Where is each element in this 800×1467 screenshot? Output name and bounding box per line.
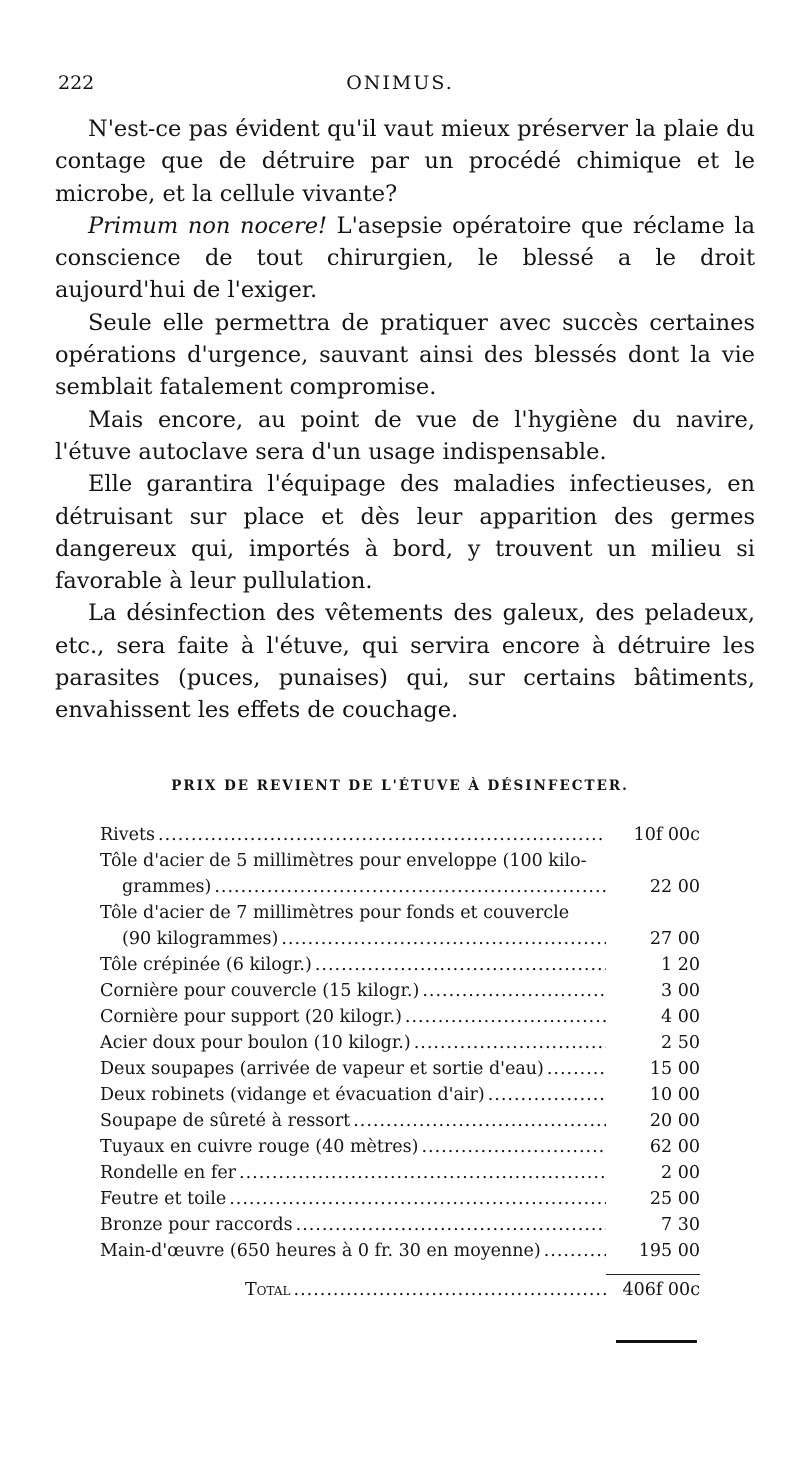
paragraph: La désinfection des vêtements des galeux, des peladeux, etc., sera faite à l'étuve, qui servira encore à détruire les parasites (puces, punaises) qui, sur certains bâtiments, envahissent les effets de couchage.	[55, 600, 755, 724]
ledger-amount: 62 00	[649, 1137, 700, 1157]
ledger-amount: 27 00	[649, 929, 700, 949]
ledger-amount: 15 00	[649, 1059, 700, 1079]
ledger-row-continued: (90 kilogrammes) ..... 27 00	[100, 926, 700, 952]
ledger-row: Rondelle en fer ..... 2 00	[100, 1160, 700, 1186]
body-text	[55, 113, 755, 727]
ledger-amount: 7 30	[661, 1215, 700, 1235]
ledger-row: Cornière pour support (20 kilogr.) ..... 4 00	[100, 1004, 700, 1030]
ledger-row: Main-d'œuvre (650 heures à 0 fr. 30 en moyenne) ..... 195 00	[100, 1238, 700, 1264]
ledger-amount: 10f 00c	[633, 825, 700, 845]
page-header	[58, 72, 742, 102]
latin-phrase: Primum non nocere!	[88, 212, 328, 239]
ledger-amount: 20 00	[649, 1111, 700, 1131]
ledger-row: Tôle d'acier de 7 millimètres pour fonds et couvercle	[100, 900, 700, 926]
paragraph: N'est-ce pas évident qu'il vaut mieux préserver la plaie du contage que de détruire par un procédé chimique et le microbe, et la cellule vivante?	[55, 116, 755, 207]
ledger-row: Cornière pour couvercle (15 kilogr.) ..... 3 00	[100, 978, 700, 1004]
ledger-amount: 195 00	[638, 1241, 700, 1261]
ledger-row-continued: grammes) ..... 22 00	[100, 874, 700, 900]
total-amount: 406f 00c	[606, 1274, 700, 1303]
ledger-row: Bronze pour raccords ..... 7 30	[100, 1212, 700, 1238]
total-underline	[616, 1340, 697, 1343]
cost-ledger	[100, 822, 700, 1303]
ledger-row: Tôle crépinée (6 kilogr.) ..... 1 20	[100, 952, 700, 978]
ledger-total-row	[100, 1274, 700, 1303]
running-head: ONIMUS.	[346, 72, 454, 94]
ledger-amount: 25 00	[649, 1189, 700, 1209]
ledger-amount: 2 50	[661, 1033, 700, 1053]
ledger-amount: 2 00	[661, 1163, 700, 1183]
ledger-amount: 4 00	[661, 1007, 700, 1027]
ledger-amount: 10 00	[649, 1085, 700, 1105]
ledger-row: Deux robinets (vidange et évacuation d'air) ..... 10 00	[100, 1082, 700, 1108]
ledger-row: Soupape de sûreté à ressort ..... 20 00	[100, 1108, 700, 1134]
ledger-row: Rivets ..... 10f 00c	[100, 822, 700, 848]
ledger-row: Feutre et toile ..... 25 00	[100, 1186, 700, 1212]
paragraph: Elle garantira l'équipage des maladies infectieuses, en détruisant sur place et dès leur apparition des germes dangereux qui, importés à bord, y trouvent un milieu si favorable à leur pullulation.	[55, 471, 755, 595]
ledger-amount: 22 00	[649, 877, 700, 897]
ledger-row: Deux soupapes (arrivée de vapeur et sortie d'eau) ..... 15 00	[100, 1056, 700, 1082]
paragraph: Mais encore, au point de vue de l'hygiène du navire, l'étuve autoclave sera d'un usage indispensable.	[55, 406, 755, 465]
page-number: 222	[58, 72, 95, 94]
total-label: Total	[245, 1280, 294, 1300]
ledger-row: Tôle d'acier de 5 millimètres pour enveloppe (100 kilo-	[100, 848, 700, 874]
paragraph: Seule elle permettra de pratiquer avec succès certaines opérations d'urgence, sauvant ainsi des blessés dont la vie semblait fatalement compromise.	[55, 309, 755, 401]
section-title: PRIX DE REVIENT DE L'ÉTUVE À DÉSINFECTER.	[171, 778, 629, 794]
ledger-amount: 3 00	[661, 981, 700, 1001]
ledger-row: Tuyaux en cuivre rouge (40 mètres) ..... 62 00	[100, 1134, 700, 1160]
ledger-row: Acier doux pour boulon (10 kilogr.) ..... 2 50	[100, 1030, 700, 1056]
paragraph: Primum non nocere! L'asepsie opératoire que réclame la conscience de tout chirurgien, le blessé a le droit aujourd'hui de l'exiger.	[55, 212, 755, 304]
ledger-amount: 1 20	[661, 955, 700, 975]
